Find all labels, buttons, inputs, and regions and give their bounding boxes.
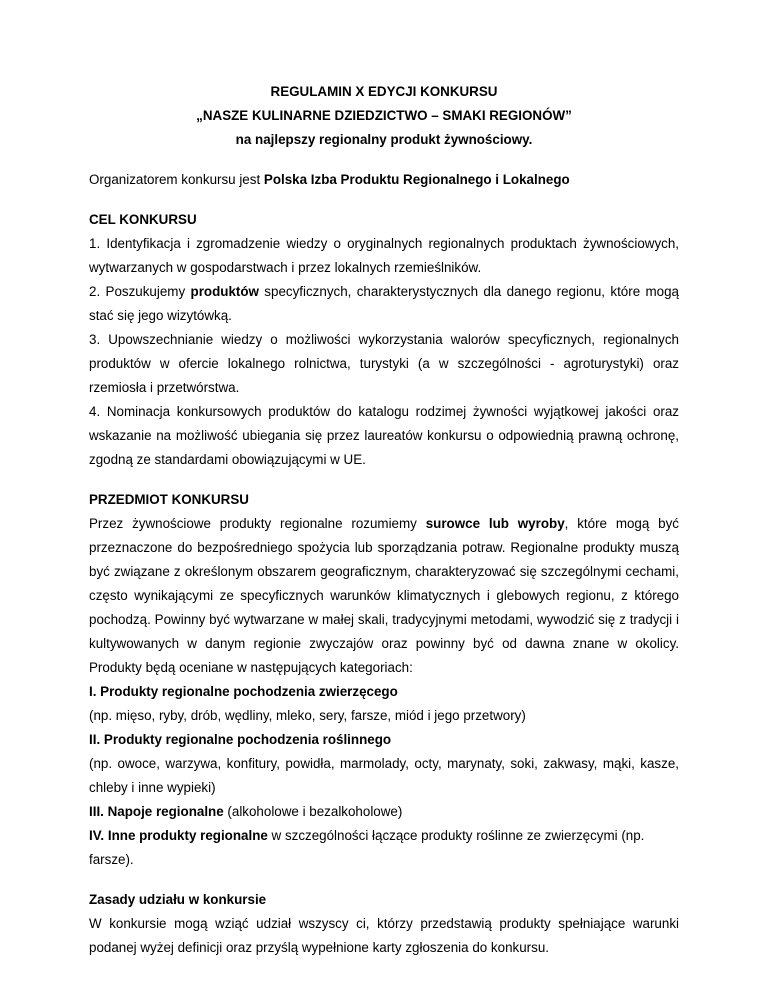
organizer-line xyxy=(89,168,679,192)
zasady-text: W konkursie mogą wziąć udział wszyscy ci, którzy przedstawią produkty spełniające warunki podanej wyżej definicji oraz przyślą wypełnione karty zgłoszenia do konkursu. xyxy=(89,916,679,955)
cel-point-1: 1. Identyfikacja i zgromadzenie wiedzy o oryginalnych regionalnych produktach żywnościowych, wytwarzanych w gospodarstwach i przez lokalnych rzemieślników. xyxy=(89,236,679,275)
organizer-prefix: Organizatorem konkursu jest xyxy=(89,172,264,187)
category-2-desc: (np. owoce, warzywa, konfitury, powidła, marmolady, octy, marynaty, soki, zakwasy, mąki, kasze, chleby i inne wypieki) xyxy=(89,756,679,795)
cel-point-4: 4. Nominacja konkursowych produktów do katalogu rodzimej żywności wyjątkowej jakości oraz wskazanie na możliwość ubiegania się przez laureatów konkursu o odpowiednią prawną ochronę, zgodną ze standardami obowiązującymi w UE. xyxy=(89,404,679,467)
category-3-desc: (alkoholowe i bezalkoholowe) xyxy=(223,804,403,819)
category-4-title: IV. Inne produkty regionalne xyxy=(89,828,268,843)
category-1-desc: (np. mięso, ryby, drób, wędliny, mleko, sery, farsze, miód i jego przetwory) xyxy=(89,708,526,723)
zasady-heading: Zasady udziału w konkursie xyxy=(89,892,267,907)
cel-point-2-pre: 2. Poszukujemy xyxy=(89,284,191,299)
organizer-name: Polska Izba Produktu Regionalnego i Lokalnego xyxy=(263,172,570,187)
category-4 xyxy=(89,824,679,872)
przedmiot-heading: PRZEDMIOT KONKURSU xyxy=(89,492,249,507)
cel-point-2 xyxy=(89,280,679,328)
document-title xyxy=(89,80,679,152)
title-line-1: REGULAMIN X EDYCJI KONKURSU xyxy=(270,84,498,99)
title-line-2: „NASZE KULINARNE DZIEDZICTWO – SMAKI REGIONÓW” xyxy=(196,108,572,123)
cel-point-2-post: specyficznych, charakterystycznych dla danego regionu, które mogą stać się jego wizytówką. xyxy=(89,284,680,323)
cel-point-2-bold: produktów xyxy=(190,284,259,299)
cel-heading: CEL KONKURSU xyxy=(89,212,197,227)
category-2-title: II. Produkty regionalne pochodzenia roślinnego xyxy=(89,732,392,747)
przedmiot-intro-post: , które mogą być przeznaczone do bezpośredniego spożycia lub sporządzania potraw. Regionalne produkty muszą być związane z określonym obszarem geograficznym, charakteryzować się szczególnymi cechami, często wynikającymi ze specyficznych warunków klimatycznych i glebowych regionu, z którego pochodzą. Powinny być wytwarzane w małej skali, tradycyjnymi metodami, wywodzić się z tradycji i kultywowanych w danym regionie zwyczajów oraz powinny być od dawna znane w okolicy. Produkty będą oceniane w następujących kategoriach: xyxy=(89,516,679,675)
cel-point-3: 3. Upowszechnianie wiedzy o możliwości wykorzystania walorów specyficznych, regionalnych produktów w ofercie lokalnego rolnictwa, turystyki (a w szczególności - agroturystyki) oraz rzemiosła i przetwórstwa. xyxy=(89,332,679,395)
category-4-desc: w szczególności łączące produkty roślinne ze zwierzęcymi (np. farsze). xyxy=(89,828,645,867)
category-3 xyxy=(89,800,679,824)
category-1-title: I. Produkty regionalne pochodzenia zwierzęcego xyxy=(89,684,398,699)
przedmiot-intro-pre: Przez żywnościowe produkty regionalne rozumiemy xyxy=(89,516,426,531)
przedmiot-intro-bold: surowce lub wyroby xyxy=(425,516,565,531)
title-line-3: na najlepszy regionalny produkt żywnościowy. xyxy=(235,132,533,147)
przedmiot-intro xyxy=(89,512,679,680)
category-3-title: III. Napoje regionalne xyxy=(89,804,224,819)
